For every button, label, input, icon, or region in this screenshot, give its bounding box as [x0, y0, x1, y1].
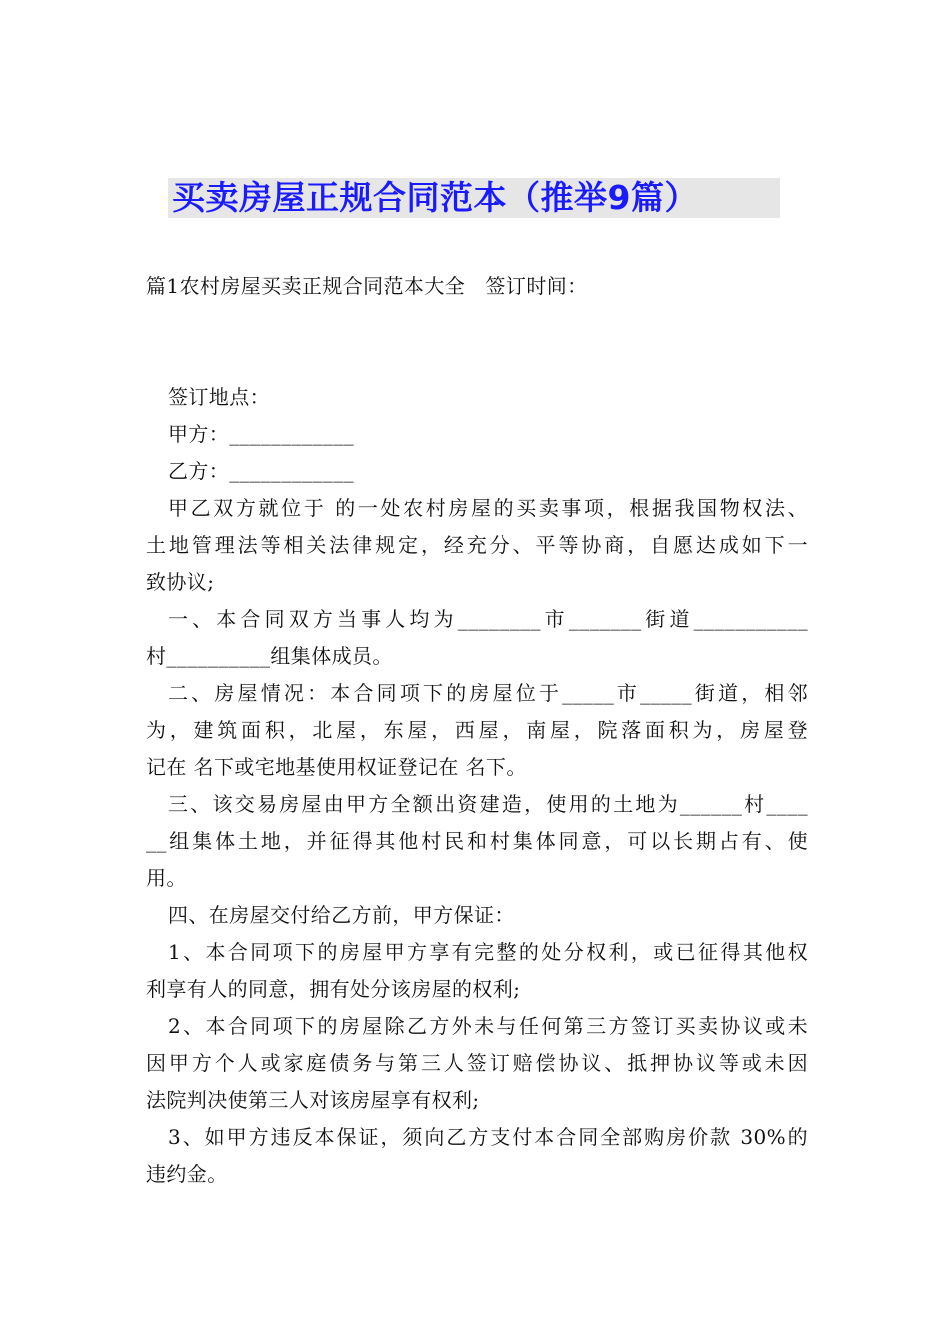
paragraph-line: 1、本合同项下的房屋甲方享有完整的处分权利，或已征得其他权 [168, 940, 808, 964]
paragraph-line: 三、该交易房屋由甲方全额出资建造，使用的土地为______村____ [168, 792, 808, 816]
paragraph-line: 四、在房屋交付给乙方前，甲方保证： [168, 903, 515, 927]
paragraph-line: 记在 名下或宅地基使用权证登记在 名下。 [146, 755, 527, 779]
paragraph-line: 二、房屋情况：本合同项下的房屋位于_____市_____街道，相邻 [168, 681, 808, 705]
paragraph-line: 法院判决使第三人对该房屋享有权利; [146, 1088, 480, 1112]
paragraph-line: 村__________组集体成员。 [146, 644, 393, 668]
paragraph-line: 甲方：____________ [168, 422, 354, 446]
paragraph-line: 一、本合同双方当事人均为________市_______街道___________ [168, 607, 808, 631]
paragraph-line: 土地管理法等相关法律规定，经充分、平等协商，自愿达成如下一 [146, 533, 808, 557]
paragraph-line: __组集体土地，并征得其他村民和村集体同意，可以长期占有、使 [146, 829, 808, 853]
paragraph-line: 乙方：____________ [168, 459, 354, 483]
paragraph-line: 致协议; [146, 570, 215, 594]
document-title: 买卖房屋正规合同范本（推举9篇） [172, 178, 698, 217]
paragraph-line: 3、如甲方违反本保证，须向乙方支付本合同全部购房价款 30%的 [168, 1125, 808, 1149]
paragraph-line: 用。 [146, 866, 187, 890]
section-heading: 篇1农村房屋买卖正规合同范本大全 签订时间： [146, 274, 588, 298]
paragraph-line: 签订地点： [168, 385, 270, 409]
paragraph-line: 因甲方个人或家庭债务与第三人签订赔偿协议、抵押协议等或未因 [146, 1051, 808, 1075]
paragraph-line: 2、本合同项下的房屋除乙方外未与任何第三方签订买卖协议或未 [168, 1014, 808, 1038]
paragraph-line: 甲乙双方就位于 的一处农村房屋的买卖事项，根据我国物权法、 [168, 496, 808, 520]
paragraph-line: 利享有人的同意，拥有处分该房屋的权利; [146, 977, 521, 1001]
paragraph-line: 为，建筑面积，北屋，东屋，西屋，南屋，院落面积为，房屋登 [146, 718, 808, 742]
paragraph-line: 违约金。 [146, 1162, 228, 1186]
title-highlight [168, 178, 780, 218]
